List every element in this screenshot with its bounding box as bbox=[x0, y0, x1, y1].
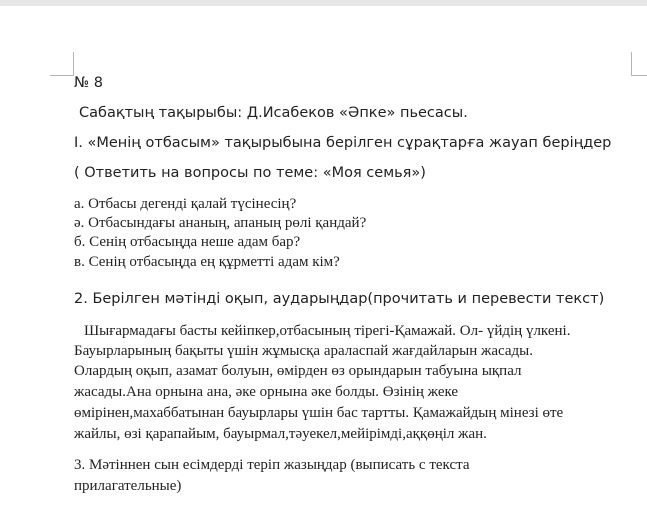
paragraph-line: Шығармадағы басты кейіпкер,отбасының тірегі-Қамажай. Ол- үйдің үлкені. bbox=[84, 323, 571, 339]
paragraph-line: өмірінен,махаббатынан бауырлары үшін бас тартты. Қамажайдың мінезі өте bbox=[74, 405, 564, 421]
margin-marker-right bbox=[631, 52, 647, 76]
paragraph-line: жасады.Ана орнына ана, әке орнына әке болды. Өзінің жеке bbox=[74, 384, 459, 400]
question-item: в. Сенің отбасыңда ең құрметті адам кім? bbox=[74, 254, 340, 270]
question-item: б. Сенің отбасыңда неше адам бар? bbox=[74, 234, 301, 250]
task3-line: 3. Мәтіннен сын есімдерді теріп жазыңдар (выписать с текста bbox=[74, 457, 470, 473]
margin-marker-left bbox=[50, 52, 74, 76]
paragraph-line: Олардың оқып, азамат болуын, өмірден өз орындарын табуына ықпал bbox=[74, 363, 522, 379]
question-item: а. Отбасы дегенді қалай түсінесің? bbox=[74, 196, 297, 212]
paragraph-line: жайлы, өзі қарапайым, бауырмал,тәуекел,мейірімді,аққөңіл жан. bbox=[74, 426, 487, 442]
lesson-topic: Сабақтың тақырыбы: Д.Исабеков «Әпке» пьесасы. bbox=[79, 105, 468, 121]
paragraph-line: Бауырларының бақыты үшін жұмысқа араласпай жағдайларын жасады. bbox=[74, 343, 533, 359]
question-item: ә. Отбасындағы ананың, апаның рөлі қандай? bbox=[74, 215, 367, 231]
task1-title-ru: ( Ответить на вопросы по теме: «Моя семья») bbox=[74, 165, 426, 181]
task3-line: прилагательные) bbox=[74, 478, 182, 494]
lesson-number: № 8 bbox=[74, 75, 103, 91]
task1-title: І. «Менің отбасым» тақырыбына берілген сұрақтарға жауап беріңдер bbox=[74, 135, 612, 151]
task2-title: 2. Берілген мәтінді оқып, аударыңдар(прочитать и перевести текст) bbox=[74, 291, 605, 307]
